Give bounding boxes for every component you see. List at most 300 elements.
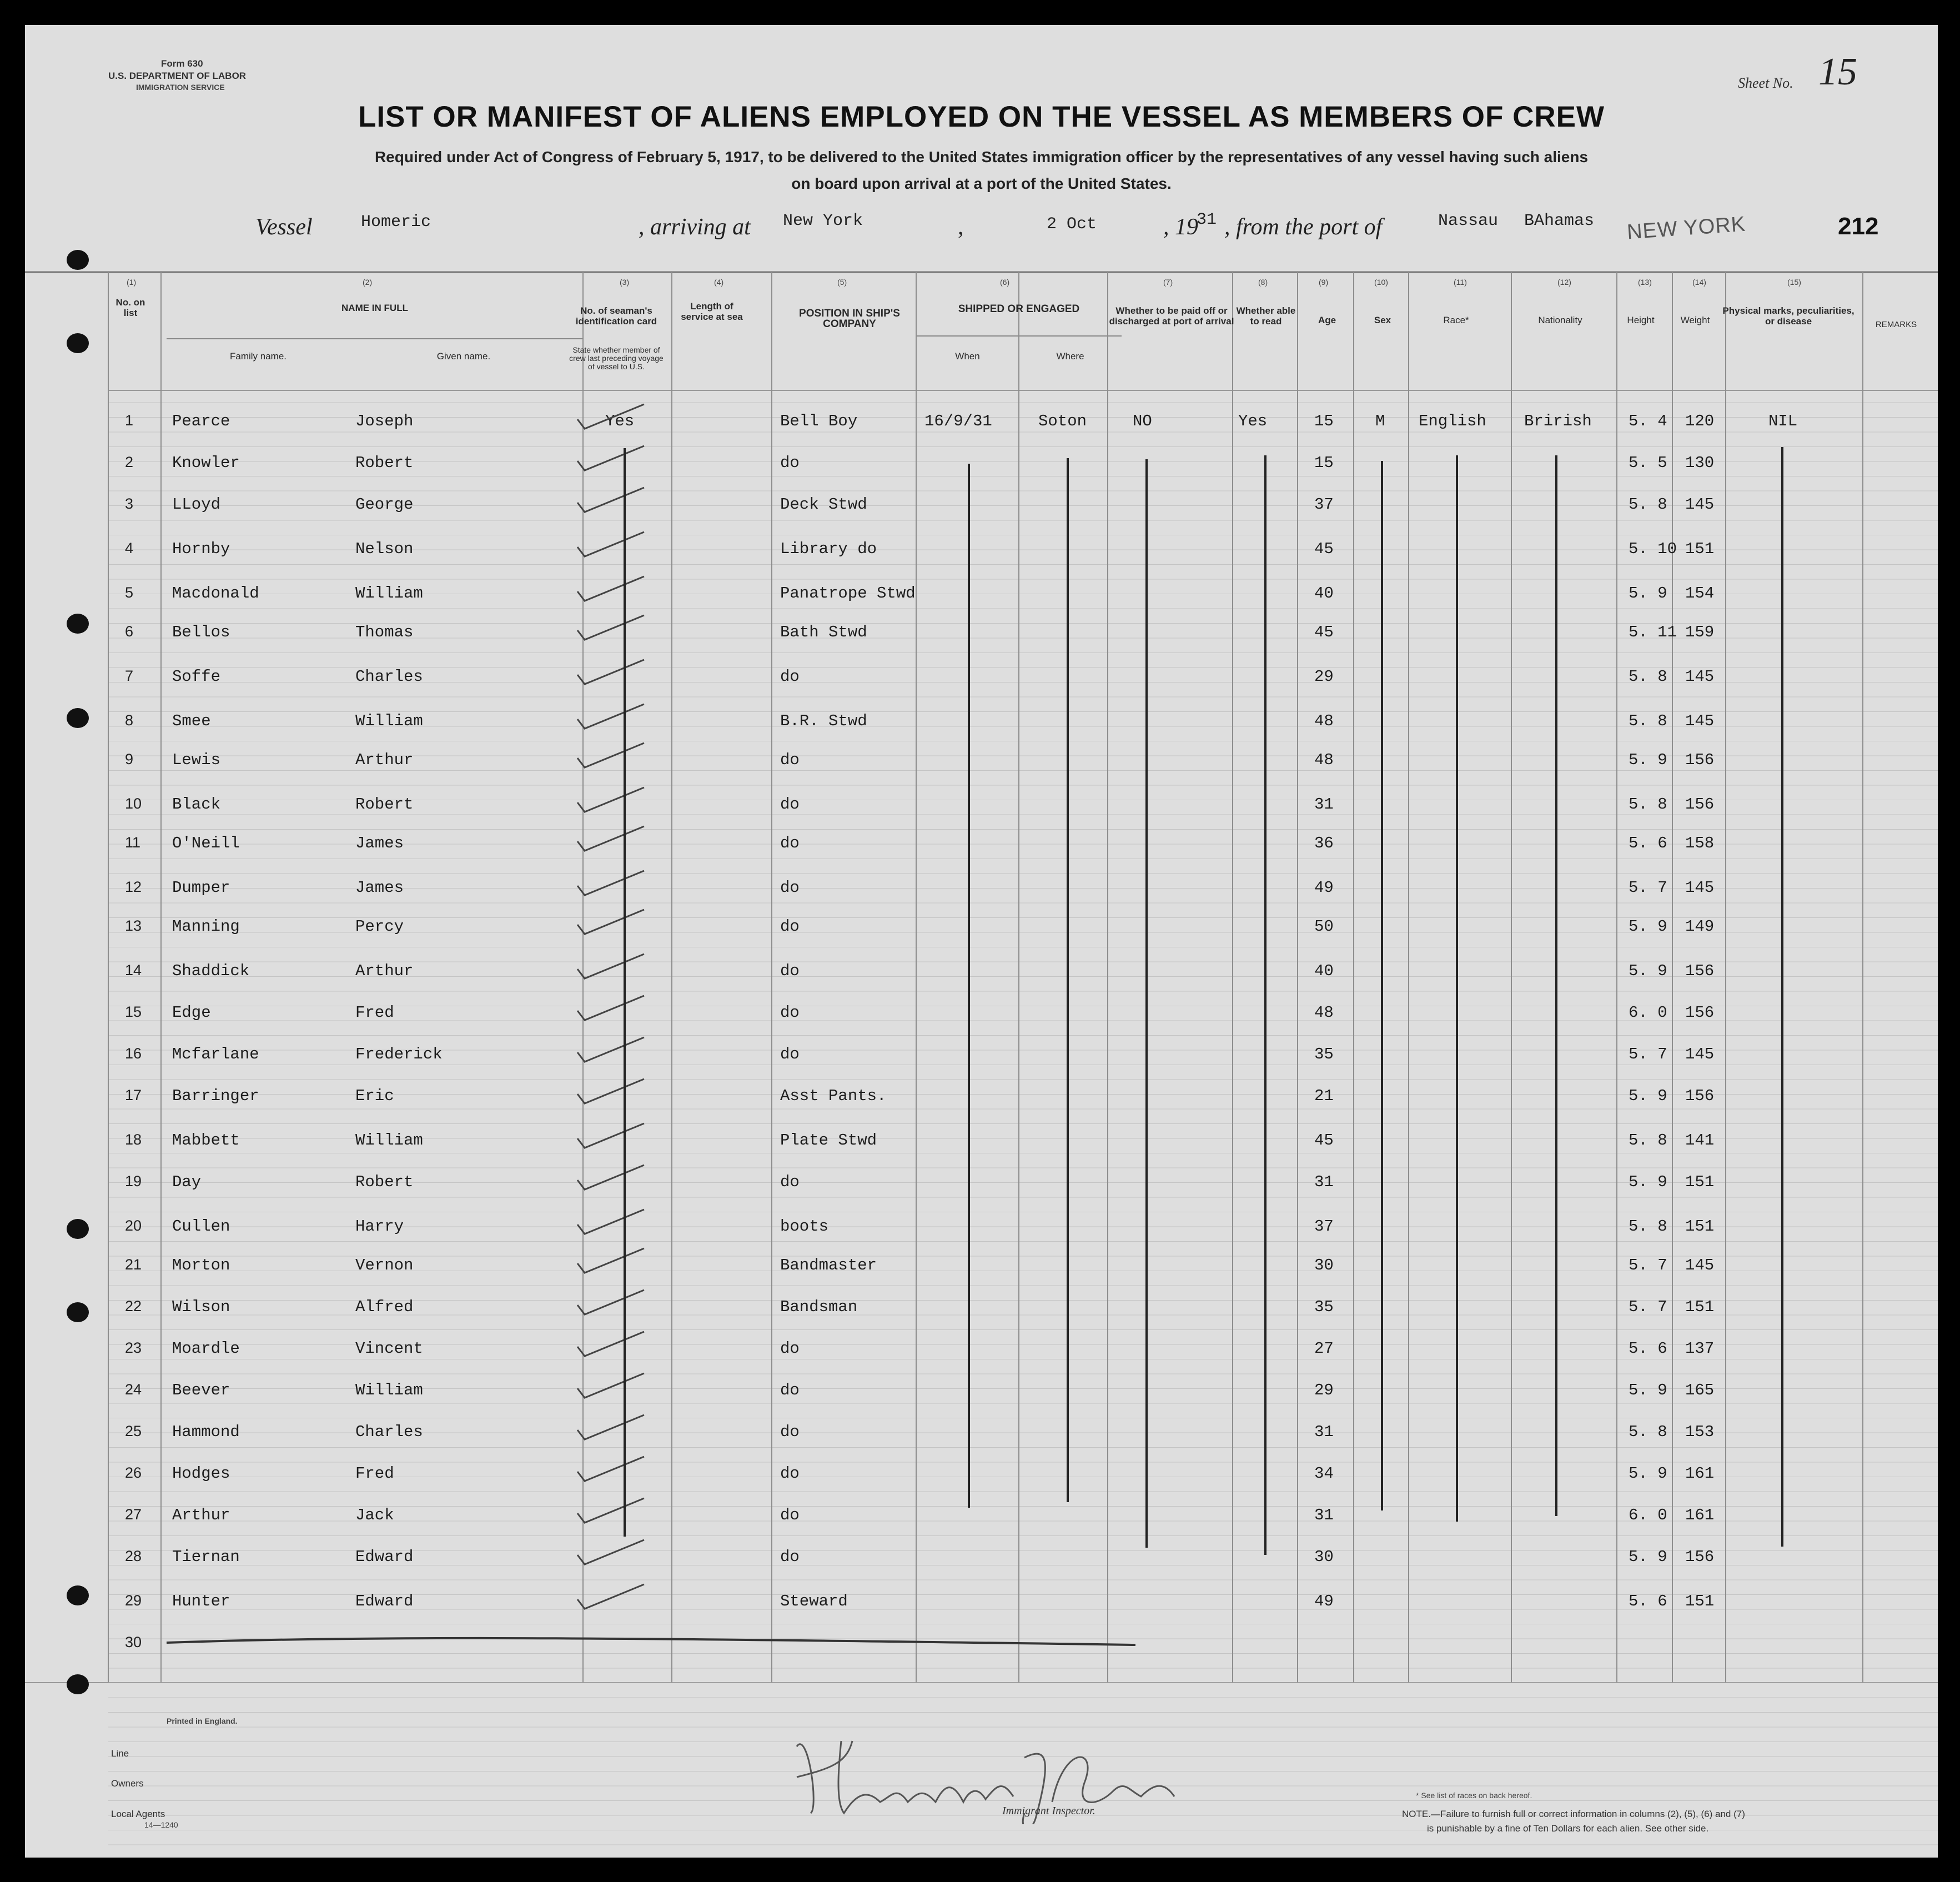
row-number: 29 — [125, 1592, 142, 1609]
height: 5. 9 — [1629, 962, 1667, 980]
weight: 130 — [1685, 454, 1715, 472]
column-number: (14) — [1692, 278, 1706, 287]
col-weight-header: Weight — [1680, 315, 1710, 325]
weight: 156 — [1685, 795, 1715, 814]
sex: M — [1375, 412, 1385, 430]
weight: 149 — [1685, 917, 1715, 936]
age: 45 — [1314, 1131, 1334, 1150]
position: do — [780, 1506, 800, 1524]
weight: 159 — [1685, 623, 1715, 641]
ditto-line-nationality — [1555, 455, 1557, 1516]
weight: 137 — [1685, 1339, 1715, 1358]
position: do — [780, 751, 800, 769]
height: 5. 5 — [1629, 454, 1667, 472]
given-name: Robert — [355, 1173, 414, 1191]
family-name: Mabbett — [172, 1131, 240, 1150]
row-number: 19 — [125, 1173, 142, 1190]
check-mark — [575, 950, 652, 983]
age: 40 — [1314, 584, 1334, 603]
race-note: * See list of races on back hereof. — [1416, 1791, 1532, 1800]
check-mark — [575, 1244, 652, 1277]
age: 35 — [1314, 1045, 1334, 1063]
age: 49 — [1314, 879, 1334, 897]
column-number: (7) — [1163, 278, 1173, 287]
note-line-2: is punishable by a fine of Ten Dollars for each alien. See other side. — [1427, 1823, 1709, 1834]
column-number: (15) — [1787, 278, 1801, 287]
given-name: William — [355, 1381, 423, 1399]
family-name: Hodges — [172, 1464, 230, 1483]
row-number: 9 — [125, 751, 134, 767]
weight: 120 — [1685, 412, 1715, 430]
height: 5. 4 — [1629, 412, 1667, 430]
line-label: Line — [111, 1748, 129, 1759]
height: 5. 9 — [1629, 917, 1667, 936]
column-number: (13) — [1638, 278, 1652, 287]
row-number: 30 — [125, 1634, 142, 1650]
able-to-read: Yes — [1238, 412, 1268, 430]
departure-country: BAhamas — [1524, 212, 1595, 230]
ditto-line-read — [1264, 455, 1267, 1555]
height: 5. 9 — [1629, 1173, 1667, 1191]
check-mark — [575, 783, 652, 816]
family-name: Macdonald — [172, 584, 259, 603]
agents-label: Local Agents — [111, 1809, 165, 1819]
age: 30 — [1314, 1548, 1334, 1566]
family-name: O'Neill — [172, 834, 240, 852]
position: boots — [780, 1217, 829, 1236]
check-mark — [575, 1580, 652, 1613]
race: English — [1419, 412, 1486, 430]
column-number: (1) — [127, 278, 137, 287]
position: do — [780, 962, 800, 980]
shipped-when: 16/9/31 — [924, 412, 992, 430]
given-name: Joseph — [355, 412, 414, 430]
col-when: When — [955, 351, 980, 362]
col-nationality-header: Nationality — [1538, 315, 1582, 325]
height: 5. 8 — [1629, 712, 1667, 730]
col-position-header: POSITION IN SHIP'S COMPANY — [799, 308, 900, 330]
subtitle-line-2: on board upon arrival at a port of the United States. — [791, 175, 1172, 192]
department: U.S. DEPARTMENT OF LABOR — [108, 71, 247, 81]
age: 40 — [1314, 962, 1334, 980]
position: do — [780, 879, 800, 897]
year-suffix: 31 — [1197, 210, 1217, 229]
given-name: Alfred — [355, 1298, 414, 1316]
col-where: Where — [1056, 351, 1084, 362]
family-name: Shaddick — [172, 962, 250, 980]
weight: 161 — [1685, 1464, 1715, 1483]
family-name: Cullen — [172, 1217, 230, 1236]
weight: 145 — [1685, 879, 1715, 897]
family-name: Hunter — [172, 1592, 230, 1610]
arrival-port: New York — [783, 212, 863, 230]
check-mark — [575, 1494, 652, 1527]
family-name: Mcfarlane — [172, 1045, 259, 1063]
row-number: 1 — [125, 412, 134, 429]
position: B.R. Stwd — [780, 712, 867, 730]
given-name: Eric — [355, 1087, 394, 1105]
height: 5. 7 — [1629, 1256, 1667, 1274]
check-mark — [575, 528, 652, 561]
given-name: James — [355, 879, 404, 897]
check-mark — [575, 1161, 652, 1194]
family-name: Hammond — [172, 1423, 240, 1441]
column-number: (2) — [363, 278, 373, 287]
row-number: 8 — [125, 712, 134, 729]
position: do — [780, 1381, 800, 1399]
family-name: Morton — [172, 1256, 230, 1274]
given-name: Nelson — [355, 540, 414, 558]
age: 15 — [1314, 412, 1334, 430]
row-number: 18 — [125, 1131, 142, 1148]
check-mark — [575, 1033, 652, 1066]
family-name: Arthur — [172, 1506, 230, 1524]
given-name: William — [355, 584, 423, 603]
paid-off: NO — [1133, 412, 1152, 430]
ditto-line-where — [1067, 458, 1069, 1502]
arrival-date: 2 Oct — [1047, 215, 1097, 234]
row-number: 2 — [125, 454, 134, 470]
given-name: James — [355, 834, 404, 852]
col-physical-header: Physical marks, peculiarities, or disease — [1722, 305, 1855, 327]
position: do — [780, 1173, 800, 1191]
given-name: Frederick — [355, 1045, 443, 1063]
arriving-label: , arriving at — [639, 214, 751, 240]
punch-hole — [67, 250, 89, 270]
height: 5. 7 — [1629, 1045, 1667, 1063]
position: Bell Boy — [780, 412, 858, 430]
given-name: Fred — [355, 1464, 394, 1483]
column-number: (4) — [714, 278, 724, 287]
height: 6. 0 — [1629, 1003, 1667, 1022]
check-mark — [575, 905, 652, 939]
col-race-header: Race* — [1443, 315, 1469, 325]
port-stamp: NEW YORK — [1626, 212, 1747, 244]
family-name: Black — [172, 795, 221, 814]
row-number: 17 — [125, 1087, 142, 1103]
ditto-line-race — [1456, 455, 1458, 1522]
column-number: (5) — [837, 278, 847, 287]
row-number: 27 — [125, 1506, 142, 1523]
family-name: Soffe — [172, 668, 221, 686]
age: 30 — [1314, 1256, 1334, 1274]
position: Deck Stwd — [780, 495, 867, 514]
given-name: William — [355, 712, 423, 730]
height: 5. 9 — [1629, 751, 1667, 769]
position: do — [780, 454, 800, 472]
height: 5. 6 — [1629, 834, 1667, 852]
check-mark — [575, 866, 652, 900]
age: 48 — [1314, 1003, 1334, 1022]
col-id-card-header: No. of seaman's identification card — [575, 305, 657, 327]
row-number: 12 — [125, 879, 142, 895]
height: 5. 9 — [1629, 584, 1667, 603]
sheet-label: Sheet No. — [1738, 75, 1793, 91]
age: 49 — [1314, 1592, 1334, 1610]
column-number: (10) — [1374, 278, 1388, 287]
height: 5. 6 — [1629, 1339, 1667, 1358]
family-name: Wilson — [172, 1298, 230, 1316]
punch-hole — [67, 1674, 89, 1694]
weight: 145 — [1685, 495, 1715, 514]
row-number: 21 — [125, 1256, 142, 1273]
col-age-header: Age — [1318, 315, 1336, 325]
position: do — [780, 1045, 800, 1063]
position: Bath Stwd — [780, 623, 867, 641]
age: 48 — [1314, 712, 1334, 730]
given-name: Thomas — [355, 623, 414, 641]
age: 29 — [1314, 1381, 1334, 1399]
family-name: Manning — [172, 917, 240, 936]
departure-port: Nassau — [1438, 212, 1499, 230]
position: do — [780, 917, 800, 936]
row-number: 6 — [125, 623, 134, 640]
age: 15 — [1314, 454, 1334, 472]
weight: 156 — [1685, 1003, 1715, 1022]
age: 31 — [1314, 1423, 1334, 1441]
age: 37 — [1314, 495, 1334, 514]
height: 5. 9 — [1629, 1087, 1667, 1105]
col-paid-off-header: Whether to be paid off or discharged at port of arrival — [1109, 305, 1234, 327]
height: 5. 9 — [1629, 1381, 1667, 1399]
height: 5. 8 — [1629, 1423, 1667, 1441]
age: 48 — [1314, 751, 1334, 769]
closing-line — [164, 1633, 1141, 1649]
weight: 154 — [1685, 584, 1715, 603]
weight: 141 — [1685, 1131, 1715, 1150]
family-name: Hornby — [172, 540, 230, 558]
punch-hole — [67, 1219, 89, 1239]
given-name: William — [355, 1131, 423, 1150]
column-number: (9) — [1319, 278, 1329, 287]
manifest-sheet — [25, 25, 1938, 1858]
year-prefix: , 19 — [1163, 214, 1198, 240]
check-mark — [575, 1327, 652, 1361]
family-name: Pearce — [172, 412, 230, 430]
height: 5. 7 — [1629, 1298, 1667, 1316]
position: Panatrope Stwd — [780, 584, 916, 603]
col-name-header: NAME IN FULL — [341, 303, 408, 313]
column-number: (12) — [1557, 278, 1571, 287]
vessel-name: Homeric — [361, 213, 431, 232]
form-number: Form 630 — [161, 58, 203, 69]
row-number: 24 — [125, 1381, 142, 1398]
check-mark — [575, 400, 652, 433]
check-mark — [575, 1205, 652, 1238]
given-name: Robert — [355, 795, 414, 814]
physical-marks: NIL — [1768, 412, 1798, 430]
col-sex-header: Sex — [1374, 315, 1391, 325]
row-number: 11 — [125, 834, 141, 851]
row-number: 4 — [125, 540, 134, 556]
col-height-header: Height — [1627, 315, 1655, 325]
row-number: 28 — [125, 1548, 142, 1564]
inspector-signature — [786, 1724, 1185, 1824]
printed-in: Printed in England. — [167, 1717, 238, 1725]
service: IMMIGRATION SERVICE — [136, 83, 225, 92]
family-name: Bellos — [172, 623, 230, 641]
height: 5. 8 — [1629, 495, 1667, 514]
row-number: 22 — [125, 1298, 142, 1314]
ruled-lines — [25, 25, 1938, 1858]
height: 5. 8 — [1629, 795, 1667, 814]
list-number: 212 — [1838, 213, 1879, 240]
given-name: Fred — [355, 1003, 394, 1022]
age: 50 — [1314, 917, 1334, 936]
comma: , — [958, 214, 964, 240]
id-card-status: Yes — [605, 412, 635, 430]
family-name: Edge — [172, 1003, 211, 1022]
position: Asst Pants. — [780, 1087, 887, 1105]
position: Bandmaster — [780, 1256, 877, 1274]
check-mark — [575, 1119, 652, 1152]
check-mark — [575, 655, 652, 689]
shipped-where: Soton — [1038, 412, 1087, 430]
position: do — [780, 795, 800, 814]
ditto-line-when — [968, 464, 970, 1508]
age: 31 — [1314, 795, 1334, 814]
height: 5. 9 — [1629, 1464, 1667, 1483]
position: Steward — [780, 1592, 848, 1610]
weight: 145 — [1685, 1256, 1715, 1274]
family-name: Tiernan — [172, 1548, 240, 1566]
check-mark — [575, 1369, 652, 1402]
weight: 156 — [1685, 1087, 1715, 1105]
age: 45 — [1314, 540, 1334, 558]
punch-hole — [67, 708, 89, 728]
check-mark — [575, 1075, 652, 1108]
family-name: Knowler — [172, 454, 240, 472]
punch-hole — [67, 333, 89, 353]
position: do — [780, 1548, 800, 1566]
row-number: 25 — [125, 1423, 142, 1439]
check-mark — [575, 572, 652, 605]
check-mark — [575, 1535, 652, 1569]
weight: 158 — [1685, 834, 1715, 852]
weight: 151 — [1685, 1173, 1715, 1191]
punch-hole — [67, 1302, 89, 1322]
check-mark — [575, 739, 652, 772]
from-port-label: , from the port of — [1224, 214, 1383, 240]
given-name: Jack — [355, 1506, 394, 1524]
weight: 156 — [1685, 751, 1715, 769]
col-read-header: Whether able to read — [1236, 305, 1296, 327]
punch-hole — [67, 1585, 89, 1605]
given-name: Robert — [355, 454, 414, 472]
family-name: Beever — [172, 1381, 230, 1399]
vessel-label: Vessel — [255, 214, 313, 240]
ditto-line-physical — [1781, 447, 1783, 1547]
column-number: (6) — [1000, 278, 1010, 287]
age: 34 — [1314, 1464, 1334, 1483]
age: 29 — [1314, 668, 1334, 686]
position: do — [780, 1423, 800, 1441]
position: Library do — [780, 540, 877, 558]
given-name: George — [355, 495, 414, 514]
check-mark — [575, 1411, 652, 1444]
check-mark — [575, 441, 652, 475]
ditto-line-id-card — [624, 448, 626, 1537]
age: 27 — [1314, 1339, 1334, 1358]
page-title: LIST OR MANIFEST OF ALIENS EMPLOYED ON THE VESSEL AS MEMBERS OF CREW — [358, 101, 1605, 133]
age: 31 — [1314, 1506, 1334, 1524]
row-number: 16 — [125, 1045, 142, 1062]
position: Plate Stwd — [780, 1131, 877, 1150]
family-name: Barringer — [172, 1087, 259, 1105]
ditto-line-sex — [1381, 461, 1383, 1510]
height: 6. 0 — [1629, 1506, 1667, 1524]
row-number: 10 — [125, 795, 142, 812]
weight: 151 — [1685, 540, 1715, 558]
given-name: Arthur — [355, 962, 414, 980]
punch-hole — [67, 614, 89, 634]
col-id-card-note: State whether member of crew last preceding voyage of vessel to U.S. — [569, 345, 664, 371]
age: 35 — [1314, 1298, 1334, 1316]
age: 45 — [1314, 623, 1334, 641]
age: 37 — [1314, 1217, 1334, 1236]
height: 5. 8 — [1629, 668, 1667, 686]
row-number: 23 — [125, 1339, 142, 1356]
family-name: Smee — [172, 712, 211, 730]
given-name: Charles — [355, 1423, 423, 1441]
column-number: (8) — [1258, 278, 1268, 287]
family-name: Day — [172, 1173, 202, 1191]
position: do — [780, 1339, 800, 1358]
row-number: 20 — [125, 1217, 142, 1234]
position: do — [780, 1003, 800, 1022]
check-mark — [575, 700, 652, 733]
row-number: 15 — [125, 1003, 142, 1020]
weight: 151 — [1685, 1592, 1715, 1610]
row-number: 13 — [125, 917, 142, 934]
col-given-name: Given name. — [436, 351, 491, 362]
subtitle-line-1: Required under Act of Congress of February 5, 1917, to be delivered to the United States immigration officer by the representatives of any vessel having such aliens — [374, 148, 1589, 165]
row-number: 3 — [125, 495, 134, 512]
column-number: (3) — [620, 278, 630, 287]
weight: 156 — [1685, 962, 1715, 980]
height: 5. 9 — [1629, 1548, 1667, 1566]
position: do — [780, 668, 800, 686]
row-number: 5 — [125, 584, 134, 601]
col-no-header: No. on list — [115, 297, 145, 318]
column-number: (11) — [1454, 278, 1467, 287]
age: 31 — [1314, 1173, 1334, 1191]
check-mark — [575, 1452, 652, 1485]
weight: 145 — [1685, 712, 1715, 730]
owners-label: Owners — [111, 1778, 144, 1789]
agents-code: 14—1240 — [144, 1820, 178, 1829]
check-mark — [575, 611, 652, 644]
ditto-line-paid — [1145, 459, 1148, 1548]
position: do — [780, 834, 800, 852]
given-name: Edward — [355, 1548, 414, 1566]
col-remarks-header: REMARKS — [1875, 320, 1917, 329]
height: 5. 8 — [1629, 1131, 1667, 1150]
height: 5. 7 — [1629, 879, 1667, 897]
given-name: Edward — [355, 1592, 414, 1610]
given-name: Percy — [355, 917, 404, 936]
height: 5. 6 — [1629, 1592, 1667, 1610]
family-name: Dumper — [172, 879, 230, 897]
family-name: Moardle — [172, 1339, 240, 1358]
given-name: Vincent — [355, 1339, 423, 1358]
weight: 145 — [1685, 668, 1715, 686]
family-name: LLoyd — [172, 495, 221, 514]
given-name: Harry — [355, 1217, 404, 1236]
check-mark — [575, 822, 652, 855]
col-shipped-header: SHIPPED OR ENGAGED — [958, 303, 1080, 315]
weight: 153 — [1685, 1423, 1715, 1441]
